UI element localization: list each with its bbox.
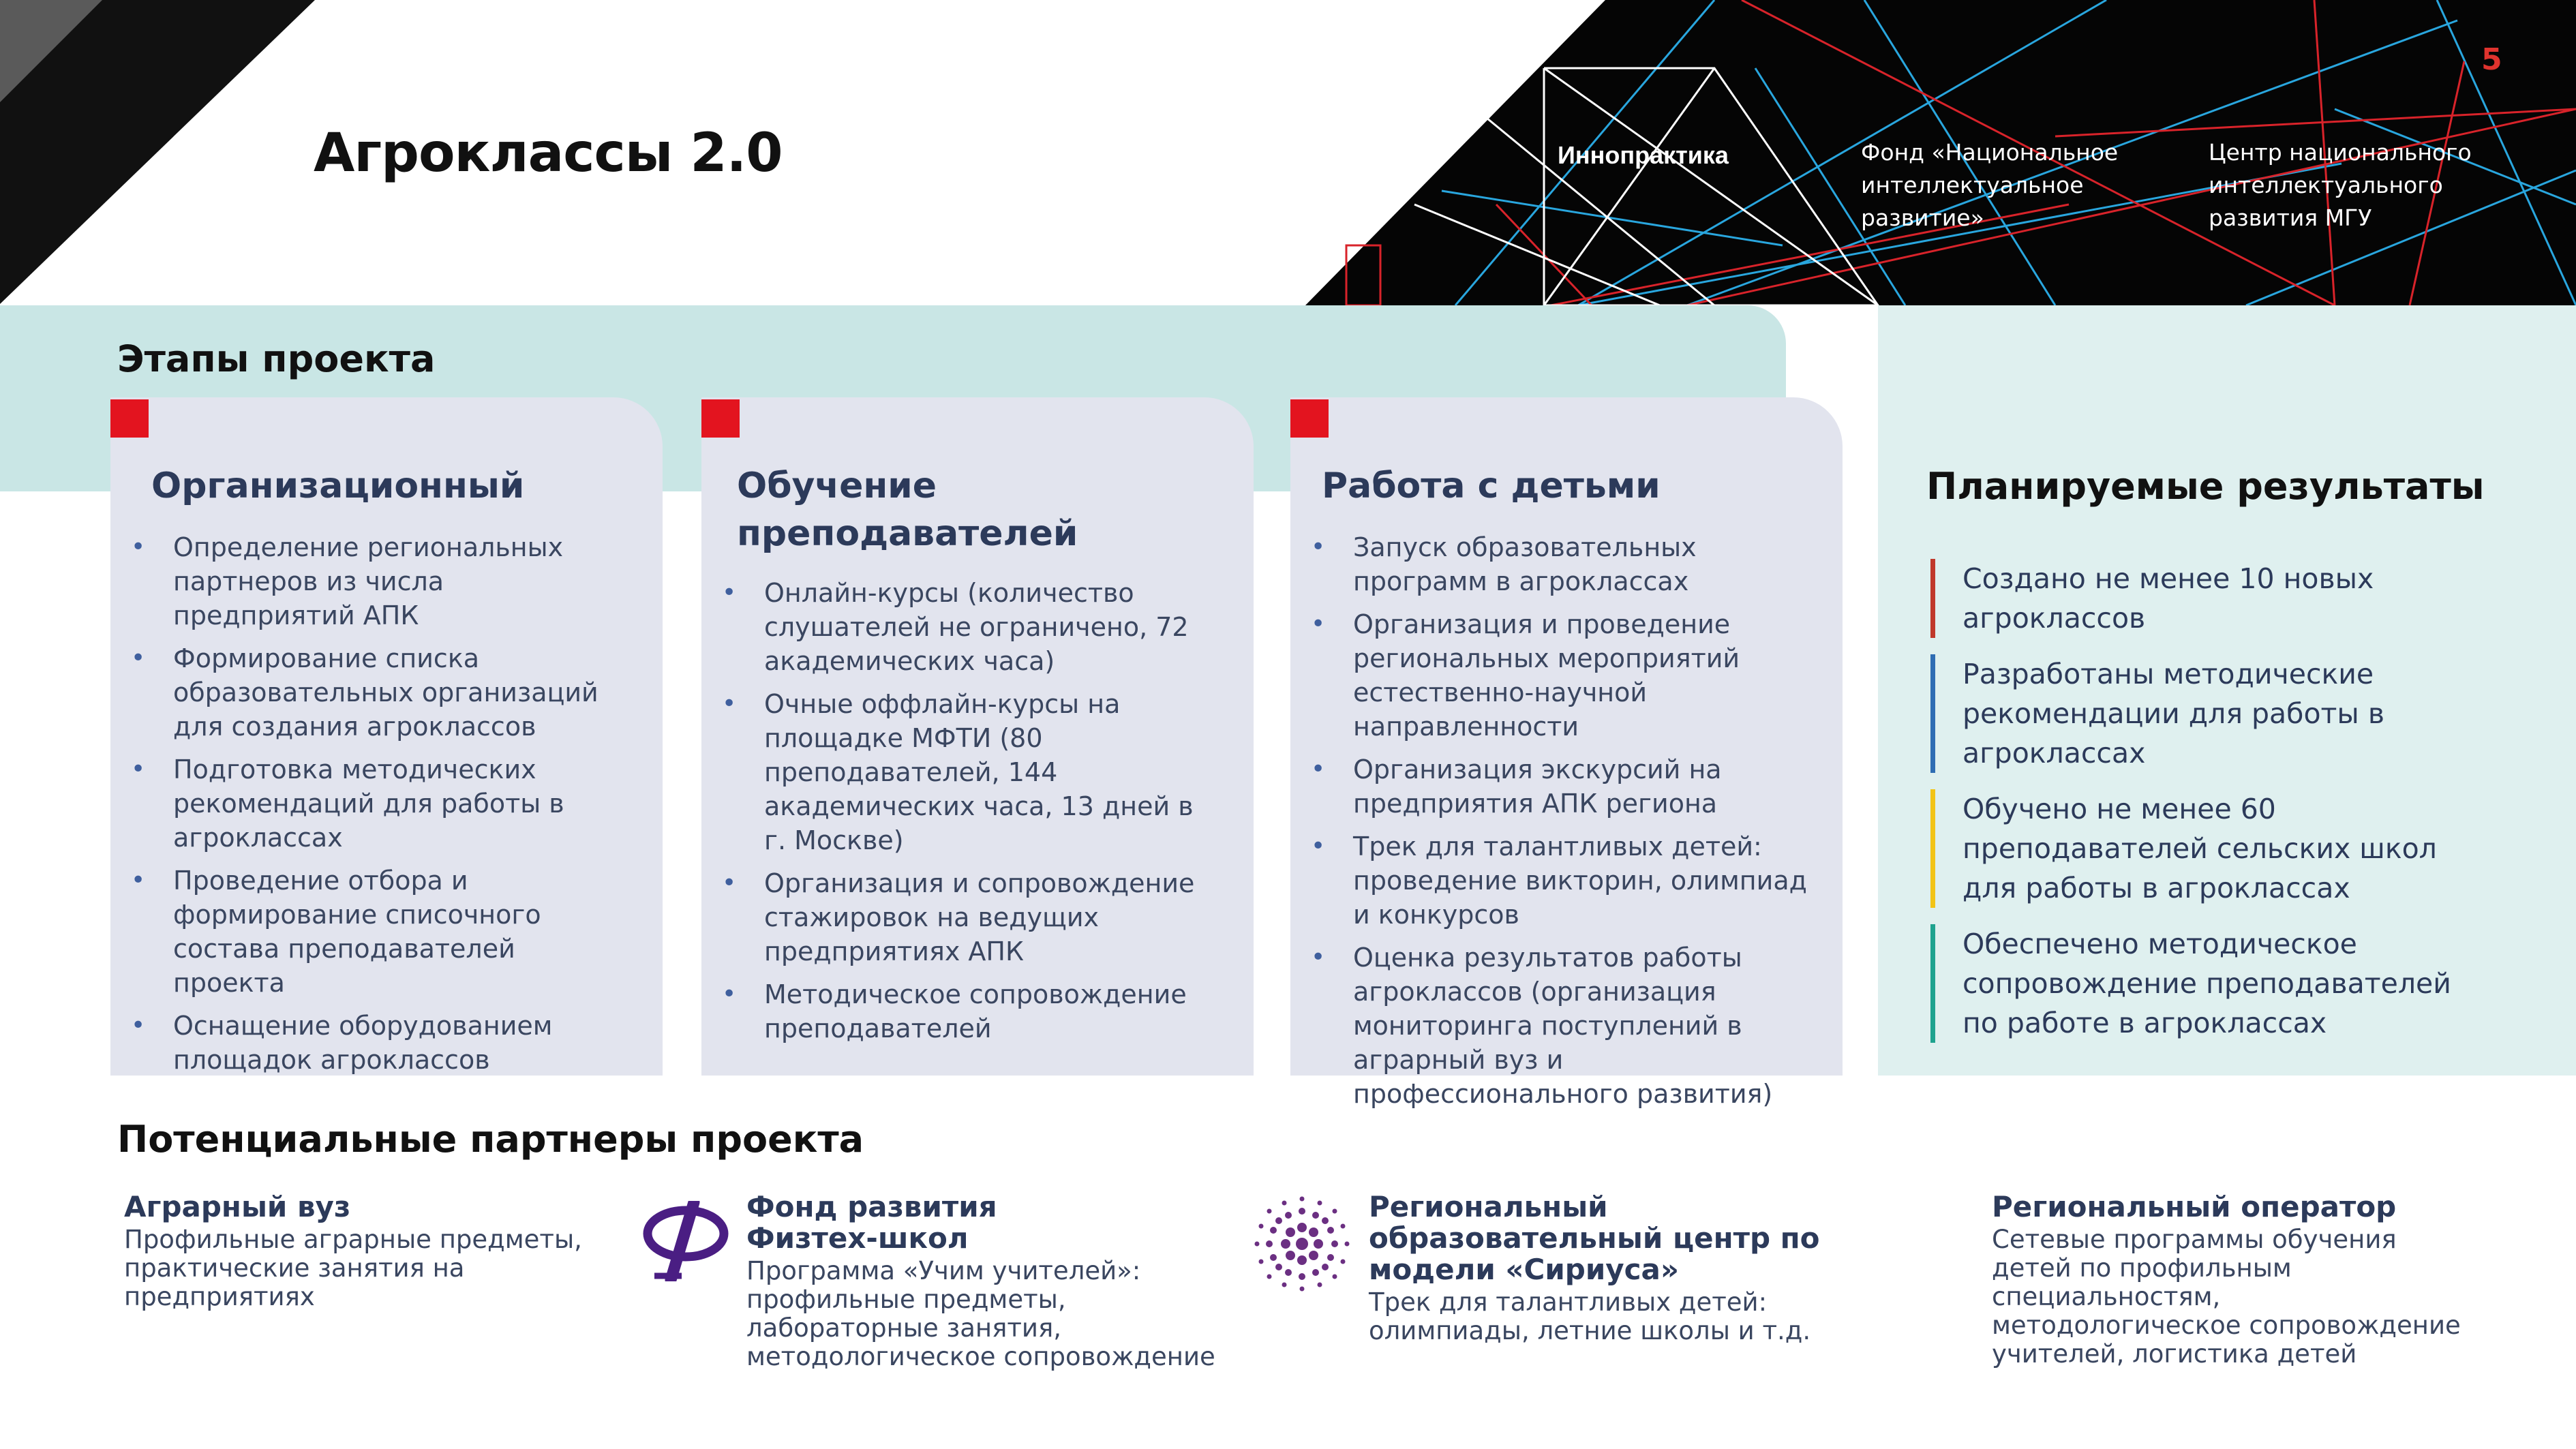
org-fund-nir: Фонд «Национальное интеллектуальное развитие»: [1861, 139, 2119, 231]
list-item: • Организация экскурсий на предприятия АПК региона: [1290, 752, 1815, 821]
partner-name: Фонд развития Физтех-школ: [746, 1190, 997, 1255]
partner-name: Региональный образовательный центр по модели «Сириуса»: [1369, 1190, 1820, 1286]
red-square-marker: [1290, 399, 1329, 438]
phystech-logo-icon: [641, 1201, 731, 1281]
partner-description: Программа «Учим учителей»: профильные предметы, лабораторные занятия, методологическое сопровождение: [746, 1256, 1215, 1371]
list-item: • Онлайн-курсы (количество слушателей не ограничено, 72 академических часа): [701, 576, 1219, 678]
partner-name: Региональный оператор: [1992, 1190, 2397, 1223]
list-item: • Формирование списка образовательных организаций для создания агроклассов: [110, 641, 628, 744]
partner-regional-sirius-center: [1369, 1191, 1832, 1345]
list-item: • Оценка результатов работы агроклассов (организация мониторинга поступлений в аграрный вуз и профессионального развития): [1290, 941, 1815, 1111]
list-item: • Подготовка методических рекомендаций для работы в агроклассах: [110, 752, 628, 855]
results-title: Планируемые результаты: [1926, 465, 2485, 508]
list-item: • Организация и проведение региональных мероприятий естественно-научной направленности: [1290, 607, 1815, 744]
corner-decoration: [0, 0, 320, 307]
page-number: 5: [2481, 42, 2502, 77]
partner-phystech-fund: [746, 1191, 1237, 1371]
result-item: [1930, 654, 2433, 773]
org-msu-center: Центр национального интеллектуального развития МГУ: [2209, 139, 2472, 231]
result-item: [1930, 559, 2433, 638]
red-square-marker: [701, 399, 740, 438]
list-item: • Проведение отбора и формирование списочного состава преподавателей проекта: [110, 864, 628, 1000]
list-item: • Определение региональных партнеров из числа предприятий АПК: [110, 530, 628, 632]
partner-description: Сетевые программы обучения детей по профильным специальностям, методологическое сопровождение учителей, логистика детей: [1992, 1225, 2461, 1369]
partners-title: Потенциальные партнеры проекта: [117, 1118, 864, 1161]
stage-card-list: [701, 576, 1219, 1054]
result-text: Разработаны методические рекомендации для работы в агроклассах: [1963, 658, 2384, 769]
partner-description: Профильные аграрные предметы, практические занятия на предприятиях: [124, 1225, 582, 1311]
partner-agrarian-university: [124, 1191, 615, 1311]
red-square-marker: [110, 399, 149, 438]
list-item: • Организация и сопровождение стажировок на ведущих предприятиях АПК: [701, 866, 1219, 968]
result-text: Обеспечено методическое сопровождение преподавателей по работе в агроклассах: [1963, 928, 2451, 1039]
list-item: • Трек для талантливых детей: проведение викторин, олимпиад и конкурсов: [1290, 829, 1815, 932]
result-item: [1930, 789, 2460, 908]
partner-name: Аграрный вуз: [124, 1190, 351, 1223]
partner-description: Трек для талантливых детей: олимпиады, летние школы и т.д.: [1369, 1287, 1811, 1345]
stage-card-title: Организационный: [151, 466, 525, 506]
org-innopraktika: Иннопрактика: [1558, 141, 1729, 169]
list-item: • Очные оффлайн-курсы на площадке МФТИ (80 преподавателей, 144 академических часа, 13 дней в г. Москве): [701, 687, 1219, 857]
stage-card-work-with-children: [1290, 397, 1843, 1109]
list-item: • Оснащение оборудованием площадок агроклассов: [110, 1009, 628, 1077]
result-text: Создано не менее 10 новых агроклассов: [1963, 562, 2374, 635]
stage-card-teacher-training: [701, 397, 1254, 1076]
stages-title: Этапы проекта: [117, 337, 436, 380]
stage-card-list: [1290, 530, 1815, 1120]
sirius-logo-icon: [1254, 1196, 1350, 1292]
stage-card-title: Обучение преподавателей: [737, 466, 1078, 554]
stage-card-list: [110, 530, 628, 1086]
list-item: • Запуск образовательных программ в агроклассах: [1290, 530, 1815, 598]
page-title: Агроклассы 2.0: [314, 123, 783, 184]
stage-card-organizational: [110, 397, 663, 1076]
stage-card-title: Работа с детьми: [1322, 466, 1661, 506]
result-item: [1930, 924, 2467, 1043]
result-text: Обучено не менее 60 преподавателей сельских школ для работы в агроклассах: [1963, 793, 2437, 904]
list-item: • Методическое сопровождение преподавателей: [701, 977, 1219, 1046]
partner-regional-operator: [1992, 1191, 2476, 1369]
